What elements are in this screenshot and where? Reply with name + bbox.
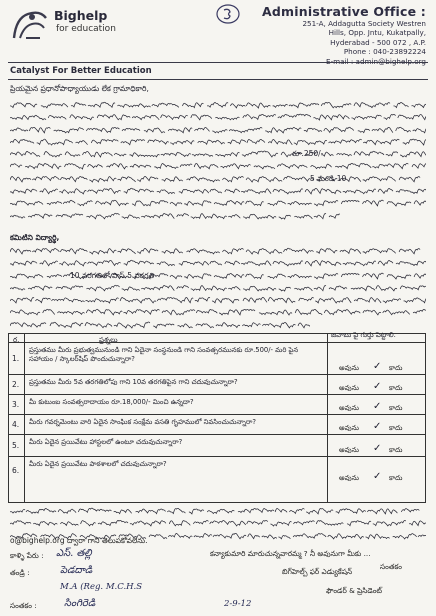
catalyst-tagline: Catalyst For Better Education [10,66,152,76]
org-name: బిగ్‌హెల్ప్ ఫర్ ఎడ్యుకేషన్ [282,567,353,576]
check-mark-icon: ✓ [373,471,382,482]
signature: సింగిరెడి [64,598,96,609]
question-text: మీరు ఏదైన ప్రయివేటు హాస్టలలో ఉంటూ చదువుచున్నారా? [29,438,183,446]
greeting [10,84,426,96]
text-line [10,161,426,170]
question-row [9,394,425,415]
text-line-glyphs [10,284,426,293]
text-line-glyphs [10,126,426,135]
question-text: మీ కుటుంబ సంవత్సరాదాయం రూ.18,000/- మించి ఉన్నదా? [29,398,194,406]
check-mark-icon: ✓ [373,421,382,432]
text-line [10,506,426,515]
text-line-glyphs [10,296,426,305]
answer-yes-option[interactable]: అవును [339,364,359,372]
sno-header: ర. [13,336,20,344]
father-name: పెడదాడి [60,565,93,576]
answer-no-option[interactable]: కాదు [389,384,403,392]
office-line: Hyderabad - 500 072 , A.P. [330,37,426,47]
text-line-glyphs [10,507,426,516]
text-line [10,307,426,316]
text-line-glyphs [10,199,426,208]
answer-yes-option[interactable]: అవును [339,404,359,412]
text-line [10,283,426,292]
text-line-glyphs [10,150,426,159]
answer-no-option[interactable]: కాదు [389,404,403,412]
office-title: Administrative Office : [262,4,426,19]
text-line [10,518,426,527]
question-table [8,333,426,503]
email-line: o@bighelp.org ద్వారా గాని తెలుపకోవలెను. [10,536,148,545]
text-line [10,100,426,109]
question-text: ప్రస్తుతము మీరు ప్రభుత్వమునుండి గాని ఏదైనా సంస్థనుండి గాని సంవత్సరమునకు రూ.500/- మరి పైన సహాయం / స్కాలర్‌షిప్ పొందుచున్నారా? [29,346,299,363]
text-line [10,198,426,207]
ps-note: కన్యాకుమారి మారుచున్నవారమ్మ ? నీ అవునుగా మీకు ... [210,549,371,558]
text-line [10,112,426,121]
text-line-glyphs [10,138,426,147]
greeting-line: ప్రియమైన ప్రధానోపాధ్యాయుడు లేక గ్రామాధికారి, [10,84,149,93]
inline-value: 5 నుండి 10 [310,173,347,183]
text-line-glyphs [10,321,310,330]
text-line-glyphs [10,308,426,317]
father-label: తండ్రి : [10,568,30,577]
inline-value: 10 వరగతిలో పాస్ 5 వరగతి [70,270,155,280]
check-mark-icon: ✓ [373,381,382,392]
text-line-glyphs [10,101,426,110]
founder-title: ఫౌండర్ & ప్రెసిడెంట్ [326,586,383,595]
sign-label: సంతకం : [10,601,37,610]
text-line [10,258,426,267]
answer-yes-option[interactable]: అవును [339,446,359,454]
question-number: 2. [12,380,20,389]
text-line [10,246,426,255]
text-line [10,271,426,280]
answer-no-option[interactable]: కాదు [389,424,403,432]
sign-word: సంతకం [380,562,403,571]
question-number: 4. [12,420,20,429]
office-line: Hills, Opp. Jntu, Kukatpally, [328,28,426,38]
question-text: మీరు ఏదైన ప్రయివేటు పాఠశాలలో చదువుచున్నారా? [29,460,167,468]
brand-name: Bighelp [54,8,108,23]
answer-no-option[interactable]: కాదు [389,446,403,454]
text-line-glyphs [10,187,426,196]
answer-yes-option[interactable]: అవును [339,424,359,432]
answer-yes-option[interactable]: అవును [339,384,359,392]
degree: M.A (Reg. M.C.H.S [60,582,143,592]
text-line [10,295,426,304]
text-line-glyphs [10,519,426,528]
office-line: 251-A, Addagutta Society Westren [302,19,426,28]
paragraph-intro [10,100,426,223]
text-line-glyphs [10,212,340,221]
text-line [10,137,426,146]
header-rule [8,62,428,63]
bighelp-logo [10,6,150,46]
answer-yes-option[interactable]: అవును [339,474,359,482]
question-row [9,456,425,485]
text-line [10,174,426,183]
question-row [9,414,425,435]
inline-value: రూ.250/- [292,149,324,159]
office-phone: Phone : 040-23892224 [343,47,426,57]
check-mark-icon: ✓ [373,443,382,454]
student-name: ఎస్. తల్లి [56,548,92,559]
question-text: మీరు గవర్నమెంటు వారి ఏదైన సాంఘిక సంక్షేమ వసతి గృహములో నివసించుచున్నారా? [29,418,257,426]
text-line [10,125,426,134]
answer-header: జవాబు పై గుర్తు పెట్టాలి. [331,331,396,339]
question-number: 3. [12,400,20,409]
answer-no-option[interactable]: కాదు [389,364,403,372]
subheading [10,233,426,245]
answer-no-option[interactable]: కాదు [389,474,403,482]
text-line [10,186,426,195]
text-line-glyphs [10,162,426,171]
question-number: 1. [12,354,20,363]
logo-mark-icon [10,8,50,42]
check-mark-icon: ✓ [373,401,382,412]
text-line [10,149,426,158]
question-number: 5. [12,441,20,450]
text-line [10,211,426,220]
text-line-glyphs [10,175,426,184]
brand-tagline: for education [56,24,116,34]
question-row [9,434,425,457]
text-line-glyphs [10,259,426,268]
paragraph-instructions [10,246,426,332]
question-row [9,342,425,375]
date: 2-9-12 [224,599,252,609]
text-line-glyphs [10,113,426,122]
question-header: ప్రశ్నలు [99,336,118,344]
subheading-text: కమిటిని విద్యార్థి, [10,233,60,242]
header-rule-2 [8,79,428,80]
question-text: ప్రస్తుతము మీరు 5వ తరగతిలోపు గాని 10వ తరగతిపైన గాని చదువుచున్నారా? [29,378,238,386]
student-label: కాళ్ళి పేరు : [10,551,44,560]
office-address-block [236,4,426,66]
check-mark-icon: ✓ [373,361,382,372]
text-line-glyphs [10,247,426,256]
text-line [10,320,426,329]
question-number: 6. [12,466,20,475]
question-row [9,374,425,395]
